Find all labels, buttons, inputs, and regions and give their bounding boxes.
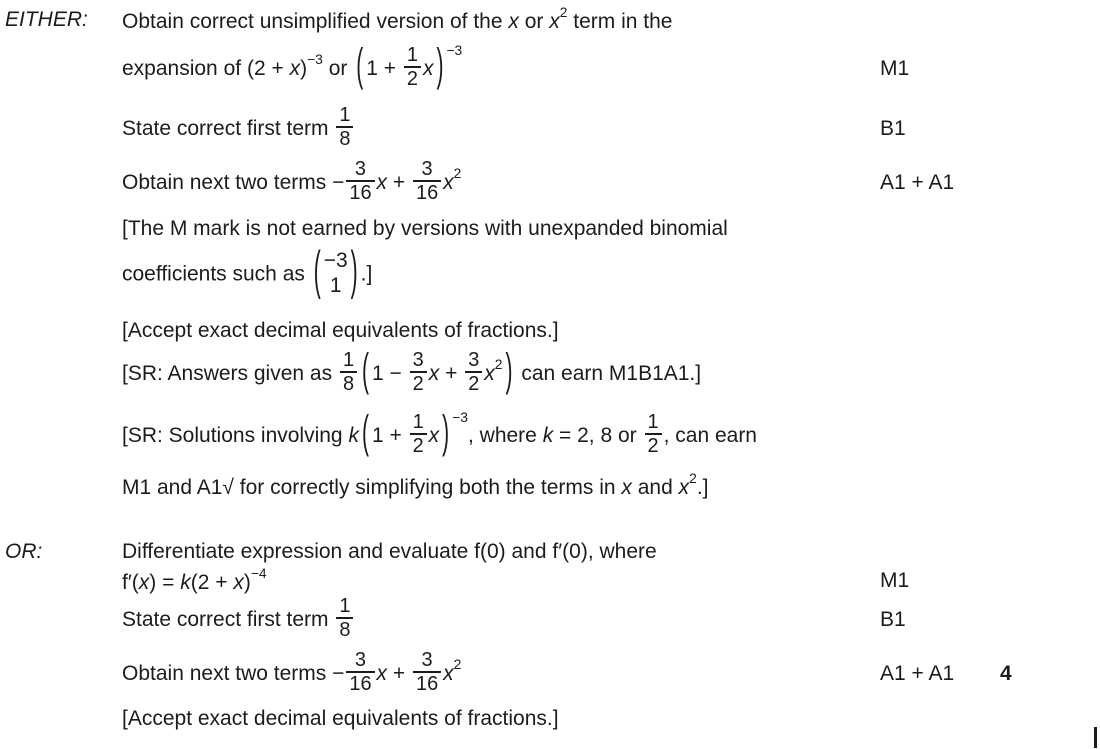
big-paren-close: ) (442, 408, 450, 458)
math-term: (2 + (190, 570, 234, 594)
text-segment: [SR: Answers given as (122, 361, 338, 385)
text-segment: = 2, 8 or (553, 423, 643, 447)
text-segment: can earn M1B1A1.] (515, 361, 702, 385)
either-row-sr-answers (0, 346, 1100, 402)
mark-a1a1-either: A1 + A1 (880, 171, 955, 194)
sr-solutions-note (122, 408, 757, 460)
either-row-binomial-note (0, 244, 1100, 306)
or-intro-text: Differentiate expression and evaluate f(0) and f′(0), where (122, 540, 657, 563)
math-k: k (348, 423, 359, 447)
fraction-numerator: 1 (647, 410, 659, 433)
fraction-3-16 (346, 649, 374, 696)
sr-answers-note (122, 346, 702, 398)
fraction-denominator: 2 (465, 371, 482, 395)
math-x: x (376, 661, 388, 685)
text-segment: or (322, 56, 354, 80)
fraction-denominator: 8 (336, 617, 353, 641)
math-exponent: 2 (559, 4, 568, 21)
big-paren-open: ( (361, 408, 369, 458)
math-k: k (542, 423, 554, 447)
fraction-denominator: 8 (340, 371, 357, 395)
math-x: x (484, 361, 495, 385)
math-term: 1 + (366, 56, 402, 80)
or-row-accept-decimals (0, 704, 1100, 734)
math-x: x (443, 661, 454, 685)
fraction-denominator: 16 (413, 671, 441, 695)
math-exponent: 2 (453, 656, 462, 673)
fraction-1-2 (645, 411, 662, 458)
text-segment: Obtain next two terms (122, 661, 333, 685)
or-row-first-term (0, 596, 1100, 644)
either-row-first-term (0, 104, 1100, 154)
math-exponent: −3 (452, 408, 468, 425)
text-segment: .] (696, 475, 709, 499)
fraction-denominator: 2 (410, 433, 427, 457)
fraction-denominator: 16 (346, 180, 374, 204)
math-plus: + (439, 361, 464, 385)
next-terms-expression (122, 648, 462, 698)
math-x: x (678, 475, 690, 499)
math-k: k (180, 570, 191, 594)
text-segment: ) = (149, 570, 181, 594)
either-label: EITHER: (5, 8, 88, 31)
big-paren-close: ) (350, 242, 358, 301)
fraction-numerator: 3 (354, 157, 366, 180)
math-term: 1 − (372, 361, 408, 385)
fraction-3-2 (410, 349, 427, 396)
fraction-numerator: 3 (412, 348, 424, 371)
fraction-denominator: 16 (413, 180, 441, 204)
first-term-statement (122, 594, 355, 644)
either-row-expansion (0, 34, 1100, 104)
mark-b1-either: B1 (880, 117, 906, 140)
either-row-next-terms (0, 154, 1100, 212)
expansion-expression (122, 41, 463, 93)
fraction-1-8 (336, 595, 353, 642)
paren-close: ) (243, 570, 251, 594)
text-segment: term in the (567, 9, 673, 33)
text-segment: expansion of (122, 56, 247, 80)
either-intro-text (122, 4, 673, 34)
either-row-sr-solutions (0, 402, 1100, 470)
math-x: x (376, 170, 388, 194)
fraction-numerator: 3 (421, 648, 433, 671)
fraction-numerator: 3 (468, 348, 480, 371)
math-minus: − (332, 661, 345, 685)
math-x: x (289, 56, 301, 80)
big-paren-close: ) (436, 41, 444, 91)
binomial-bottom: 1 (329, 273, 342, 297)
fraction-3-2 (465, 349, 482, 396)
math-x: x (508, 9, 519, 33)
text-segment: [SR: Solutions involving (122, 423, 349, 447)
big-paren-open: ( (313, 242, 321, 301)
either-row-accept-decimals (0, 316, 1100, 346)
big-paren-open: ( (356, 41, 364, 91)
math-x: x (233, 570, 244, 594)
text-segment: .] (360, 262, 373, 286)
fraction-numerator: 1 (406, 43, 418, 66)
text-segment: State correct first term (122, 116, 335, 140)
math-term: 2 + (253, 56, 290, 80)
text-segment: or (518, 9, 550, 33)
fraction-3-16 (413, 158, 441, 205)
math-x: x (422, 56, 434, 80)
either-row-m-mark-note (0, 214, 1100, 244)
math-exponent: −3 (307, 51, 323, 68)
math-plus: + (387, 661, 411, 685)
binomial-top: −3 (323, 248, 348, 272)
fraction-denominator: 2 (404, 66, 421, 90)
total-marks: 4 (1000, 662, 1012, 685)
math-f-prime: f′( (122, 570, 139, 594)
math-term: 1 + (371, 423, 408, 447)
paren-open: ( (246, 56, 254, 80)
binomial-note (122, 242, 373, 301)
derivative-expression (122, 565, 267, 595)
fraction-numerator: 1 (412, 410, 424, 433)
text-segment: , can earn (663, 423, 757, 447)
or-row-intro (0, 538, 1100, 566)
note-text: [Accept exact decimal equivalents of fractions.] (122, 319, 559, 342)
math-exponent: −4 (250, 565, 267, 582)
math-x: x (443, 170, 454, 194)
math-exponent: 2 (494, 356, 503, 373)
text-segment: coefficients such as (122, 262, 311, 286)
fraction-1-2 (404, 44, 421, 91)
fraction-numerator: 1 (339, 594, 351, 617)
big-paren-close: ) (505, 346, 513, 396)
either-row-sr-continuation (0, 470, 1100, 502)
big-paren-open: ( (362, 346, 370, 396)
fraction-3-16 (346, 158, 374, 205)
note-text: [The M mark is not earned by versions with unexpanded binomial (122, 217, 728, 240)
fraction-numerator: 1 (342, 348, 355, 371)
math-x: x (428, 423, 440, 447)
math-x: x (549, 9, 560, 33)
or-row-next-terms (0, 644, 1100, 704)
math-exponent: −3 (446, 41, 463, 58)
binomial-coefficient (324, 248, 348, 298)
note-text: [Accept exact decimal equivalents of fractions.] (122, 707, 559, 730)
either-row-intro (0, 6, 1100, 34)
fraction-denominator: 2 (410, 371, 427, 395)
text-segment: and (631, 475, 679, 499)
or-label: OR: (5, 540, 43, 563)
text-segment: M1 and A1√ for correctly simplifying both the terms in (122, 475, 622, 499)
fraction-1-2 (410, 411, 427, 458)
text-segment: State correct first term (122, 607, 335, 631)
next-terms-expression (122, 157, 462, 207)
mark-m1-or: M1 (880, 569, 910, 592)
mark-b1-or: B1 (880, 608, 906, 631)
mark-m1-either: M1 (880, 57, 910, 80)
fraction-1-8 (336, 104, 353, 151)
fraction-numerator: 3 (421, 157, 433, 180)
math-x: x (428, 361, 440, 385)
fraction-1-8 (340, 349, 357, 396)
text-segment: Obtain correct unsimplified version of the (122, 9, 509, 33)
fraction-numerator: 1 (339, 103, 351, 126)
first-term-statement (122, 103, 355, 153)
math-exponent: 2 (453, 165, 462, 182)
fraction-3-16 (413, 649, 441, 696)
mark-a1a1-or: A1 + A1 (880, 662, 955, 685)
sr-continuation-text (122, 470, 709, 500)
fraction-denominator: 2 (645, 433, 662, 457)
fraction-numerator: 3 (354, 648, 366, 671)
paren-close: ) (300, 56, 308, 80)
fraction-denominator: 16 (346, 671, 374, 695)
fraction-denominator: 8 (336, 126, 353, 150)
math-x: x (621, 475, 632, 499)
text-segment: , where (467, 423, 543, 447)
or-row-derivative (0, 566, 1100, 596)
math-minus: − (332, 170, 345, 194)
math-x: x (138, 570, 150, 594)
math-plus: + (387, 170, 411, 194)
math-exponent: 2 (689, 470, 697, 487)
text-segment: Obtain next two terms (122, 170, 333, 194)
text-cursor (1094, 727, 1097, 748)
